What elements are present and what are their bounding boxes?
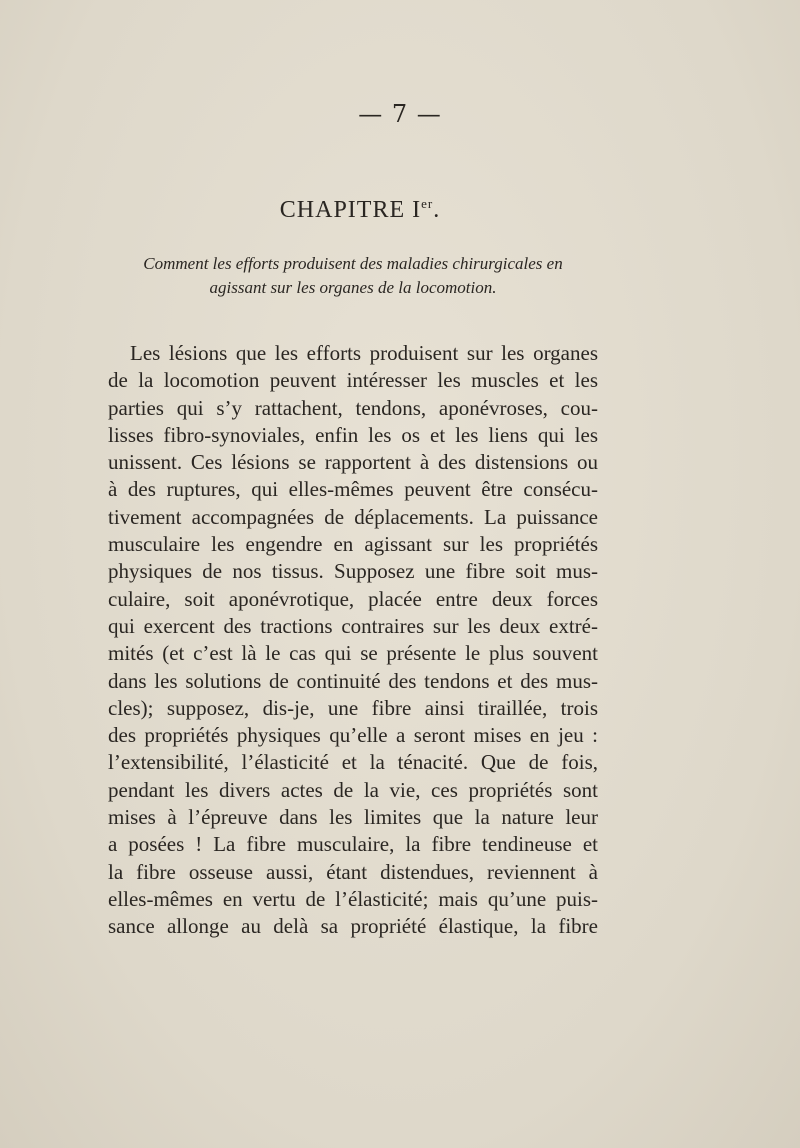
chapter-title (0, 196, 720, 224)
subtitle-line: Comment les efforts produisent des maladies chirurgicales en (143, 254, 563, 273)
text-line: lisses fibro-synoviales, enfin les os et les liens qui les (108, 422, 598, 447)
text-line: unissent. Ces lésions se rapportent à des distensions ou (108, 450, 598, 475)
text-line: mises à l’épreuve dans les limites que la nature leur (108, 805, 598, 830)
text-line: a posées ! La fibre musculaire, la fibre tendineuse et (108, 832, 598, 857)
text-line: l’extensibilité, l’élasticité et la ténacité. Que de fois, (108, 750, 598, 775)
chapter-title-period: . (433, 197, 441, 223)
text-line: à des ruptures, qui elles-mêmes peuvent être consécu- (108, 477, 598, 502)
text-line: Les lésions que les efforts produisent sur les organes (130, 341, 598, 365)
text-line: des propriétés physiques qu’elle a seront mises en jeu : (108, 723, 598, 748)
chapter-subtitle (108, 252, 598, 300)
subtitle-line: agissant sur les organes de la locomotion. (209, 278, 497, 297)
text-line: de la locomotion peuvent intéresser les muscles et les (108, 368, 598, 393)
text-line: physiques de nos tissus. Supposez une fibre soit mus- (108, 559, 598, 584)
text-line: dans les solutions de continuité des tendons et des mus- (108, 668, 598, 693)
text-line: culaire, soit aponévrotique, placée entre deux forces (108, 586, 598, 611)
text-line: cles); supposez, dis-je, une fibre ainsi tiraillée, trois (108, 695, 598, 720)
chapter-title-text: CHAPITRE I (279, 197, 422, 223)
text-line: parties qui s’y rattachent, tendons, aponévroses, cou- (108, 395, 598, 420)
text-line: la fibre osseuse aussi, étant distendues, reviennent à (108, 859, 598, 884)
chapter-title-sup: er (421, 196, 434, 211)
text-line: qui exercent des tractions contraires sur les deux extré- (108, 613, 598, 638)
text-line: elles-mêmes en vertu de l’élasticité; mais qu’une puis- (108, 886, 598, 911)
page-number: — 7 — (358, 100, 442, 128)
text-line: musculaire les engendre en agissant sur les propriétés (108, 532, 598, 557)
text-line: pendant les divers actes de la vie, ces propriétés sont (108, 777, 598, 802)
text-line: mités (et c’est là le cas qui se présente le plus souvent (108, 641, 598, 666)
text-line: tivement accompagnées de déplacements. La puissance (108, 504, 598, 529)
body-text (108, 340, 598, 941)
text-line: sance allonge au delà sa propriété élastique, la fibre (108, 914, 598, 939)
